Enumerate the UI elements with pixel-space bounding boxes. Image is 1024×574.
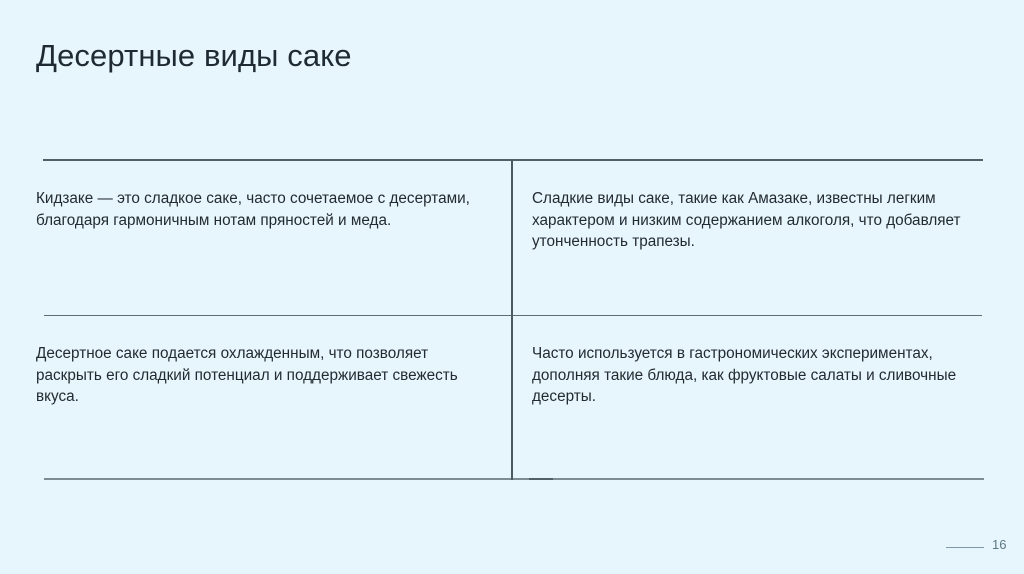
footer-line xyxy=(946,547,984,548)
table-middle-border xyxy=(44,315,982,316)
table-cell-top-left: Кидзаке — это сладкое саке, часто сочетаемое с десертами, благодаря гармоничным нотам пряностей и меда. xyxy=(36,190,470,229)
table-cell-top-right: Сладкие виды саке, такие как Амазаке, известны легким характером и низким содержанием алкоголя, что добавляет утонченность трапезы. xyxy=(532,190,961,250)
table-column-divider xyxy=(511,160,513,480)
page-number: 16 xyxy=(992,537,1007,552)
table-cell-bottom-left: Десертное саке подается охлажденным, что позволяет раскрыть его сладкий потенциал и поддерживает свежесть вкуса. xyxy=(36,345,458,405)
slide-title: Десертные виды саке xyxy=(36,38,352,73)
table-cell-bottom-right: Часто используется в гастрономических экспериментах, дополняя такие блюда, как фруктовые салаты и сливочные десерты. xyxy=(532,345,957,405)
decorative-dash xyxy=(529,478,553,480)
table-top-border xyxy=(43,159,983,161)
table-bottom-border xyxy=(44,478,984,480)
